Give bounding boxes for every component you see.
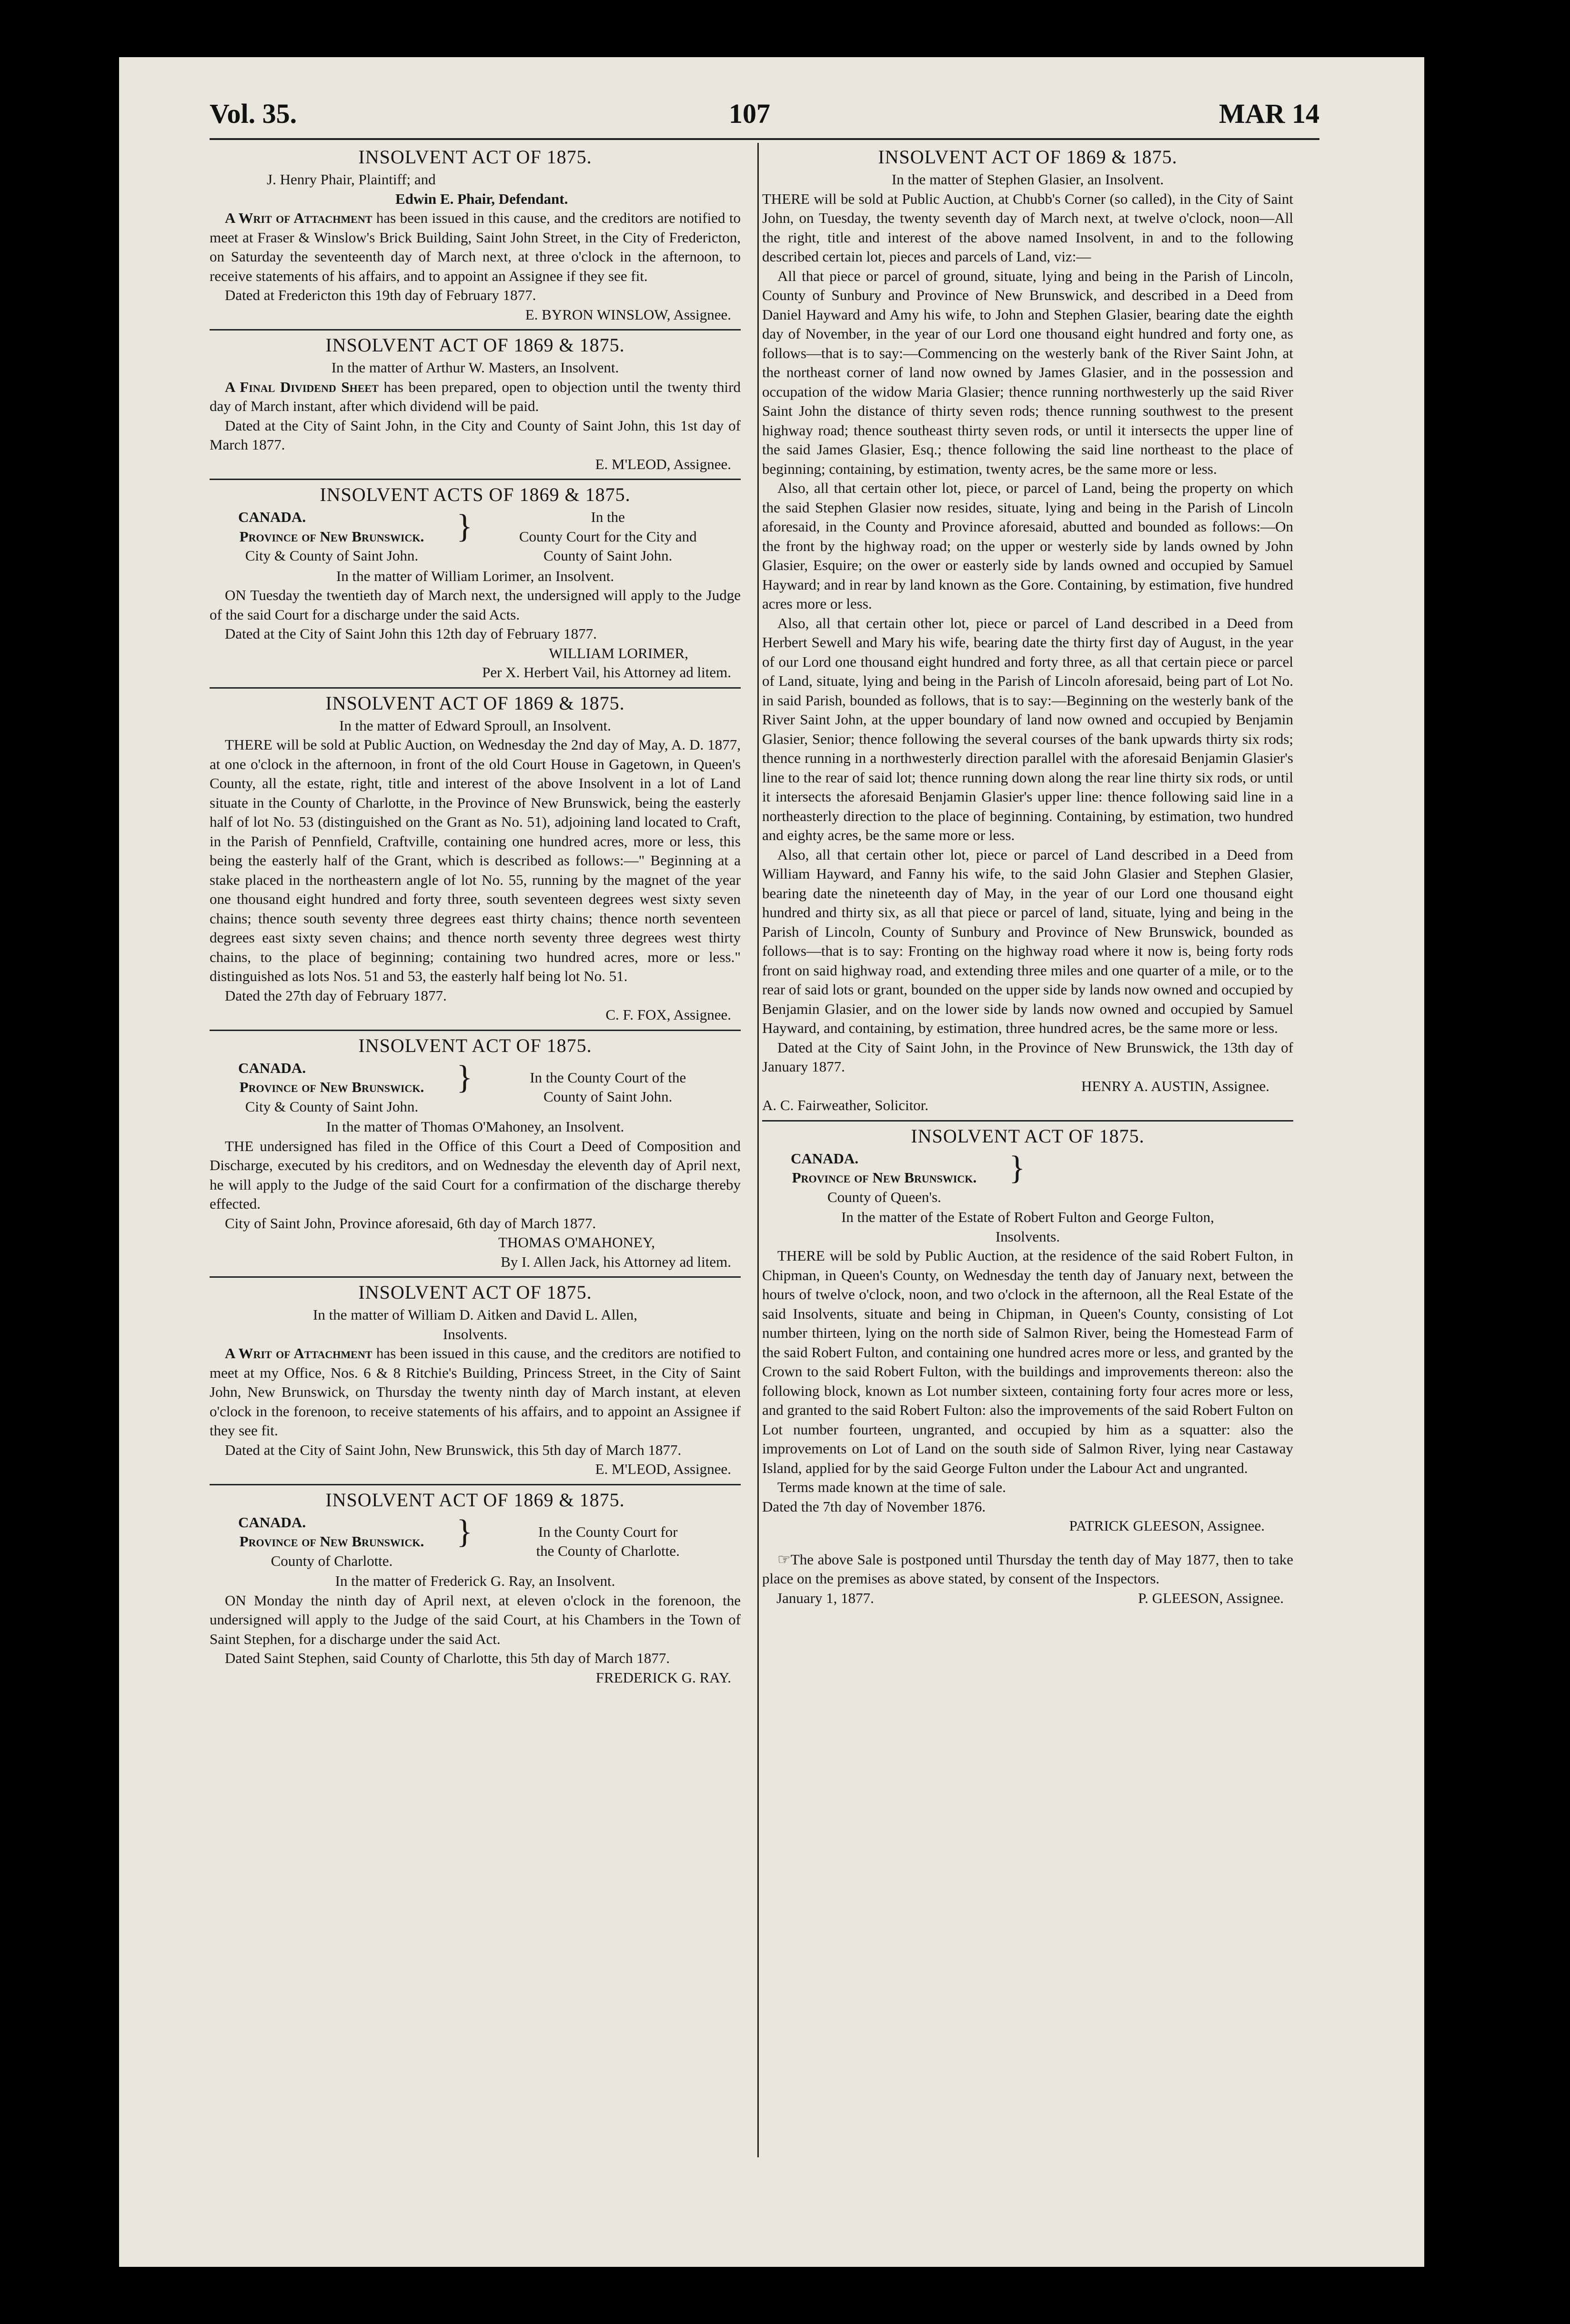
volume-label: Vol. 35. [210,98,297,129]
court-name [475,1513,741,1571]
notice-glasier [762,145,1293,1115]
parcel-paragraph: Also, all that certain other lot, piece, or parcel of Land, being the property on which the said Stephen Glasier now resides, situate, lying and being in the Parish of Lincoln aforesaid, in the County and Province aforesaid, abutted and bounded as follows:—On the front by the highway road; on the upper or westerly side by lands owned by John Glasier, Esquire; on the ower or easterly side by lands owned and occupied by Samuel Hayward; and in rear by land known as the Gore. Containing, by estimation, five hundred acres more or less. [762,480,1293,612]
notice-body: THERE will be sold at Public Auction, at Chubb's Corner (so called), in the City of Saint John, on Tuesday, the twenty seventh day of March next, at twelve o'clock, noon—All the right, title and interest of the above named Insolvent, in and to the following described certain lot, pieces and parcels of Land, viz:— [762,190,1293,265]
notice-body: ON Monday the ninth day of April next, at eleven o'clock in the forenoon, the undersigned will apply to the Judge of the said Court, at his Chambers in the Town of Saint Stephen, for a discharge under the said Act. [210,1592,741,1647]
county-label: City & County of Saint John. [245,547,419,564]
signature: E. M'LEOD, Assignee. [595,455,731,472]
court-name [1027,1149,1293,1207]
country-label: CANADA. [238,1059,306,1076]
right-column [762,145,1293,1613]
notice-phair [210,145,741,324]
postponement-notice: ☞The above Sale is postponed until Thursday the tenth day of May 1877, then to take place on the premises as above stated, by consent of the Inspectors. [762,1551,1293,1587]
lead-phrase: A Final Dividend Sheet [225,378,379,395]
lead-phrase: A Writ of Attachment [225,210,372,226]
parcel-paragraph: Also, all that certain other lot, piece or parcel of Land described in a Deed from William Hayward, and Fanny his wife, to the said John Glasier and Stephen Glasier, bearing date the nineteenth day of May, in the year of our Lord one thousand eight hundred and thirty six, as all that piece or parcel of land, situate, lying and being in the Parish of Lincoln, County of Sunbury and Province of New Brunswick, bounded as follows—that is to say: Fronting on the highway road where it now is, being forty rods front on said highway road, and extending three miles and one quarter of a mile, or to the rear of said lots or grant, bounded on the upper side by lands now owned and occupied by Benjamin Glasier, and on the lower side by lands now owned and occupied by Samuel Hayward, and containing, by estimation, three hundred acres, be the same more or less. [762,846,1293,1036]
signature: THOMAS O'MAHONEY, [498,1234,655,1251]
dated-line: Dated the 27th day of February 1877. [225,987,447,1004]
column-divider [757,143,759,2157]
signature: E. BYRON WINSLOW, Assignee. [525,306,731,323]
notice-title: INSOLVENT ACT OF 1875. [358,1034,592,1056]
page-header [210,98,1319,131]
solicitor-line: A. C. Fairweather, Solicitor. [762,1097,929,1113]
province-label: Province of New Brunswick. [239,1533,424,1550]
notice-title: INSOLVENT ACT OF 1869 & 1875. [325,1489,625,1511]
jurisdiction [210,1513,454,1571]
signature: P. GLEESON, Assignee. [1138,1589,1284,1606]
signature: PATRICK GLEESON, Assignee. [1069,1517,1265,1534]
matter-line: In the matter of William Lorimer, an Insolvent. [336,567,614,584]
signature: WILLIAM LORIMER, [549,644,688,661]
parcel-paragraph: Also, all that certain other lot, piece or parcel of Land described in a Deed from Herbert Sewell and Mary his wife, bearing date the thirty first day of August, in the year of our Lord one thousand eight hundred and forty three, as all that certain piece or parcel of Land, situate, lying and being in the Parish of Lincoln aforesaid, being part of Lot No. in said Parish, bounded as follows, that is to say:—Beginning on the westerly bank of the River Saint John, at the upper boundary of land now owned and occupied by Benjamin Glasier, Senior; thence following the several courses of the bank upwards thirty six rods; thence running in a northwesterly direction parallel with the aforesaid Benjamin Glasier's line to the rear of said lot; thence running down along the rear line thirty six rods, or until it intersects the aforesaid Benjamin Glasier's upper line: thence following said line in a northeasterly direction to the place of beginning. Containing, by estimation, two hundred and eighty acres, be the same more or less. [762,614,1293,843]
province-label: Province of New Brunswick. [792,1169,977,1186]
issue-date: MAR 14 [1218,98,1319,129]
jurisdiction [210,508,454,566]
dated-line: City of Saint John, Province aforesaid, 6th day of March 1877. [225,1214,596,1232]
terms-line: Terms made known at the time of sale. [777,1479,1006,1495]
notice-omahoney [210,1030,741,1272]
county-label: City & County of Saint John. [245,1098,419,1115]
notice-lorimer [210,479,741,682]
matter-line: In the matter of Thomas O'Mahoney, an Insolvent. [326,1118,624,1135]
court-line: County of Saint John. [543,1088,673,1105]
notice-body [210,1344,741,1441]
notice-aitken-allen [210,1276,741,1479]
signature: HENRY A. AUSTIN, Assignee. [1081,1077,1269,1094]
matter-line: In the matter of the Estate of Robert Fulton and George Fulton, [841,1209,1214,1225]
signature: C. F. FOX, Assignee. [605,1006,731,1023]
matter-line: In the matter of Frederick G. Ray, an Insolvent. [335,1573,615,1589]
matter-line: Insolvents. [995,1228,1060,1245]
attorney-line: Per X. Herbert Vail, his Attorney ad litem. [482,664,731,681]
page-number: 107 [729,98,770,129]
notice-body: ON Tuesday the twentieth day of March next, the undersigned will apply to the Judge of the said Court for a discharge under the said Acts. [210,587,741,623]
brace-icon: } [456,1513,473,1550]
court-name [475,508,741,566]
dated-line: Dated at the City of Saint John, in the Province of New Brunswick, the 13th day of January 1877. [762,1039,1293,1075]
notice-masters [210,329,741,474]
dated-line: Dated at the City of Saint John, in the City and County of Saint John, this 1st day of March 1877. [210,417,741,453]
court-line: County Court for the City and [519,528,697,545]
court-caption [762,1149,1293,1207]
lead-phrase: A Writ of Attachment [225,1345,372,1362]
court-caption [210,508,741,566]
notice-body [210,209,741,286]
court-line: In the County Court of the [530,1069,686,1086]
notice-title: INSOLVENT ACT OF 1869 & 1875. [325,692,625,714]
country-label: CANADA. [238,1513,306,1531]
dated-line: Dated at the City of Saint John this 12th day of February 1877. [225,625,597,642]
header-rule [210,138,1319,140]
matter-line: In the matter of Arthur W. Masters, an Insolvent. [331,359,619,376]
postponement-date: January 1, 1877. [776,1589,874,1606]
court-name [475,1059,741,1117]
notice-body: THERE will be sold by Public Auction, at the residence of the said Robert Fulton, in Chipman, in Queen's County, on Wednesday the tenth day of January next, between the hours of twelve o'clock, noon, and two o'clock in the afternoon, all the Real Estate of the said Insolvents, situate and being in Chipman, in Queen's County, consisting of Lot number thirteen, lying on the north side of Salmon River, being the Homestead Farm of the said Robert Fulton, and containing one hundred acres more or less, and granted by the Crown to the said Robert Fulton, with the buildings and improvements thereon: also the following block, known as Lot number sixteen, containing forty four acres more or less, and granted to the said Robert Fulton: also the improvements of the said Robert Fulton on Lot number fourteen, ungranted, and occupied by him as a squatter: also the improvements on Lot of Land on the south side of Salmon River, lying near Castaway Island, applied for by the said George Fulton under the Labour Act and ungranted. [762,1247,1293,1476]
court-line: In the County Court for [538,1523,678,1540]
notice-title: INSOLVENT ACT OF 1875. [358,146,592,168]
court-line: In the [591,509,625,525]
plaintiff-line: J. Henry Phair, Plaintiff; and [267,171,436,188]
notice-title: INSOLVENT ACT OF 1875. [358,1282,592,1303]
body-text: has been issued in this cause, and the creditors are notified to meet at my Office, Nos. 6 & 8 Ritchie's Building, Princess Street, in the City of Saint John, New Brunswick, on Thursday the twenty ninth day of March instant, at eleven o'clock in the forenoon, to receive statements of his affairs, and to appoint an Assignee if they see fit. [210,1345,741,1439]
brace-icon: } [1009,1149,1025,1186]
court-line: County of Saint John. [543,547,673,564]
province-label: Province of New Brunswick. [239,528,424,545]
notice-sproull [210,687,741,1025]
brace-icon: } [456,508,473,545]
notice-fulton [762,1120,1293,1608]
postponement-footer [762,1589,1293,1608]
matter-line: Insolvents. [443,1325,508,1342]
jurisdiction [762,1149,1006,1207]
matter-line: In the matter of Stephen Glasier, an Insolvent. [891,171,1164,188]
country-label: CANADA. [791,1150,859,1167]
signature: E. M'LEOD, Assignee. [595,1461,731,1477]
attorney-line: By I. Allen Jack, his Attorney ad litem. [501,1253,731,1270]
court-line: the County of Charlotte. [536,1543,680,1559]
signature: FREDERICK G. RAY. [595,1669,731,1686]
notice-title: INSOLVENT ACT OF 1869 & 1875. [878,146,1178,168]
body-text: has been issued in this cause, and the creditors are notified to meet at Fraser & Winslow's Brick Building, Saint John Street, in the City of Fredericton, on Saturday the seventeenth day of March next, at three o'clock in the afternoon, to receive statements of his affairs, and to appoint an Assignee if they see fit. [210,210,741,284]
jurisdiction [210,1059,454,1117]
parcel-paragraph: All that piece or parcel of ground, situate, lying and being in the Parish of Lincoln, County of Sunbury and Province of New Brunswick, and described in a Deed from Daniel Hayward and Amy his wife, to John and Stephen Glasier, bearing date the eighth day of November, in the year of our Lord one thousand eight hundred and forty one, as follows—that is to say:—Commencing on the westerly bank of the River Saint John, at the northeast corner of land now owned by James Glasier, and in the possession and occupation of the widow Maria Glasier; thence running northwesterly up the said River Saint John the distance of thirty seven rods; thence running southwest to the present highway road; thence southeast thirty seven rods, or until it intersects the upper line of the said James Glasier, Esq.; thence following the said line northeast to the place of beginning; containing, by estimation, twenty acres, be the same more or less. [762,267,1293,477]
county-label: County of Charlotte. [271,1552,393,1569]
county-label: County of Queen's. [827,1188,941,1205]
court-caption [210,1059,741,1117]
dated-line: Dated at the City of Saint John, New Brunswick, this 5th day of March 1877. [225,1441,682,1458]
body-text: has been prepared, open to objection until the twenty third day of March instant, after which dividend will be paid. [210,378,741,414]
dated-line: Dated at Fredericton this 19th day of February 1877. [225,287,536,303]
country-label: CANADA. [238,509,306,525]
notice-title: INSOLVENT ACT OF 1875. [911,1125,1145,1147]
court-caption [210,1513,741,1571]
brace-icon: } [456,1059,473,1096]
matter-line: In the matter of Edward Sproull, an Insolvent. [339,717,611,734]
notice-body [210,378,741,416]
defendant-line: Edwin E. Phair, Defendant. [395,190,568,207]
notice-body: THE undersigned has filed in the Office of this Court a Deed of Composition and Discharge, executed by his creditors, and on Wednesday the eleventh day of April next, he will apply to the Judge of the said Court for a confirmation of the discharge thereby effected. [210,1137,741,1212]
notice-body: THERE will be sold at Public Auction, on Wednesday the 2nd day of May, A. D. 1877, at one o'clock in the afternoon, in front of the old Court House in Gagetown, in Queen's County, all the estate, right, title and interest of the above Insolvent in a lot of Land situate in the County of Charlotte, in the Province of New Brunswick, being the easterly half of lot No. 53 (distinguished on the Grant as No. 51), adjoining land located to Craft, in the Parish of Pennfield, Craftville, containing one hundred acres, more or less, this being the easterly half of the Grant, which is described as follows:—" Beginning at a stake placed in the northeastern angle of lot No. 55, running by the magnet of the year one thousand eight hundred and forty three, south seventeen degrees west sixty seven chains; thence south seventy three degrees east thirty chains; thence north seventeen degrees east sixty seven chains; and thence north seventy three degrees west thirty chains, to the place of beginning; containing two hundred acres, more or less." distinguished as lots Nos. 51 and 53, the easterly half being lot No. 51. [210,736,741,984]
notice-title: INSOLVENT ACTS OF 1869 & 1875. [320,484,631,505]
dated-line: Dated Saint Stephen, said County of Charlotte, this 5th day of March 1877. [225,1650,670,1666]
matter-line: In the matter of William D. Aitken and David L. Allen, [313,1306,637,1323]
notice-title: INSOLVENT ACT OF 1869 & 1875. [325,334,625,356]
province-label: Province of New Brunswick. [239,1079,424,1095]
dated-line: Dated the 7th day of November 1876. [762,1498,986,1515]
notice-ray [210,1484,741,1688]
left-column [210,145,741,1692]
